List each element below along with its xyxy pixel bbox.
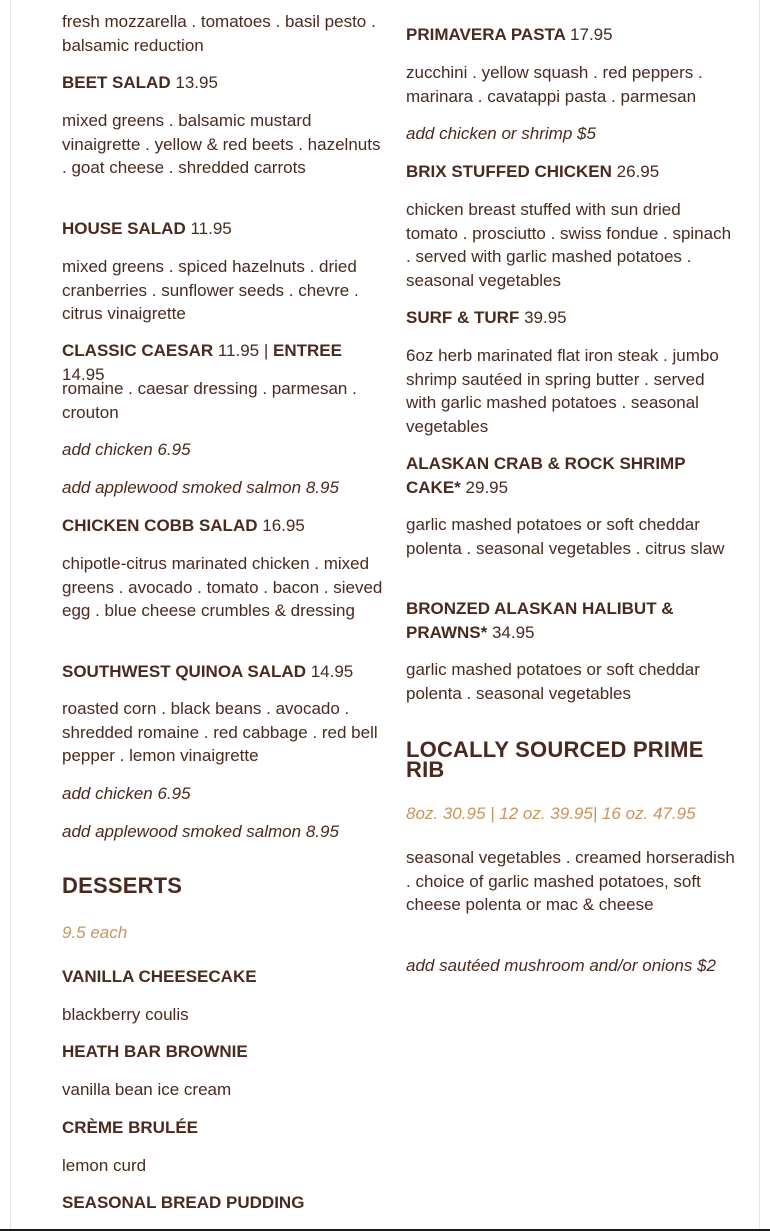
surf-turf-description: 6oz herb marinated flat iron steak . jumbo shrimp sautéed in spring butter . served with garlic mashed potatoes . seasonal vegetables [406, 346, 719, 436]
beet-salad-description: mixed greens . balsamic mustard vinaigrette . yellow & red beets . hazelnuts . goat cheese . shredded carrots [62, 111, 381, 177]
brix-chicken-description: chicken breast stuffed with sun dried tomato . prosciutto . swiss fondue . spinach . served with garlic mashed potatoes . seasonal vegetables [406, 200, 732, 290]
prime-rib-description: seasonal vegetables . creamed horseradish . choice of garlic mashed potatoes, soft cheese polenta or mac & cheese [406, 848, 735, 914]
crab-cake-description: garlic mashed potatoes or soft cheddar polenta . seasonal vegetables . citrus slaw [406, 515, 725, 558]
desserts-heading: DESSERTS [62, 873, 183, 898]
bread-pudding-title: SEASONAL BREAD PUDDING [62, 1193, 305, 1212]
quinoa-salad-title [62, 660, 387, 684]
item-price: 39.95 [524, 308, 567, 327]
desserts-price: 9.5 each [62, 923, 128, 942]
beet-salad-title [62, 71, 387, 95]
creme-brulee-title: CRÈME BRULÉE [62, 1118, 199, 1137]
entree-label: ENTREE [273, 341, 342, 360]
caprese-description: fresh mozzarella . tomatoes . basil pesto . balsamic reduction [62, 12, 376, 55]
house-salad-description: mixed greens . spiced hazelnuts . dried cranberries . sunflower seeds . chevre . citrus vinaigrette [62, 257, 359, 323]
item-name: PRIMAVERA PASTA [406, 25, 566, 44]
primavera-title [406, 23, 736, 47]
item-price: 11.95 [190, 219, 232, 238]
item-price: 14.95 [310, 662, 354, 681]
classic-caesar-description: romaine . caesar dressing . parmesan . crouton [62, 379, 357, 422]
prime-rib-heading: LOCALLY SOURCED PRIME RIB [406, 737, 704, 782]
house-salad-title [62, 217, 387, 241]
caesar-add-chicken: add chicken 6.95 [62, 440, 191, 459]
item-price: 16.95 [262, 516, 305, 535]
menu-page [10, 0, 760, 1229]
brownie-description: vanilla bean ice cream [62, 1080, 232, 1099]
prime-rib-add: add sautéed mushroom and/or onions $2 [406, 956, 716, 975]
cheesecake-title: VANILLA CHEESECAKE [62, 967, 257, 986]
item-name: BEET SALAD [62, 73, 171, 92]
primavera-add: add chicken or shrimp $5 [406, 124, 596, 143]
item-name: CLASSIC CAESAR [62, 341, 214, 360]
halibut-title [406, 597, 736, 644]
item-name: SOUTHWEST QUINOA SALAD [62, 662, 306, 681]
prime-rib-prices: 8oz. 30.95 | 12 oz. 39.95| 16 oz. 47.95 [406, 804, 696, 823]
item-price: 11.95 | [217, 341, 269, 360]
creme-brulee-description: lemon curd [62, 1156, 147, 1175]
quinoa-salad-description: roasted corn . black beans . avocado . shredded romaine . red cabbage . red bell pepper . lemon vinaigrette [62, 699, 378, 765]
chicken-cobb-title [62, 514, 387, 538]
item-price: 29.95 [465, 477, 509, 497]
item-name: BRIX STUFFED CHICKEN [406, 162, 612, 181]
quinoa-add-chicken: add chicken 6.95 [62, 784, 191, 803]
item-price: 17.95 [570, 25, 613, 44]
crab-cake-title [406, 452, 736, 499]
item-price: 34.95 [491, 622, 535, 642]
item-price: 26.95 [616, 162, 660, 181]
caesar-add-salmon: add applewood smoked salmon 8.95 [62, 478, 339, 497]
entree-price: 14.95 [62, 364, 105, 384]
brix-chicken-title [406, 160, 736, 184]
surf-turf-title [406, 306, 736, 330]
primavera-description: zucchini . yellow squash . red peppers . marinara . cavatappi pasta . parmesan [406, 63, 703, 106]
halibut-description: garlic mashed potatoes or soft cheddar polenta . seasonal vegetables [406, 660, 700, 703]
item-name: SURF & TURF [406, 308, 520, 327]
item-name: HOUSE SALAD [62, 219, 186, 238]
item-name: ALASKAN CRAB & ROCK SHRIMP CAKE* [406, 454, 686, 497]
quinoa-add-salmon: add applewood smoked salmon 8.95 [62, 822, 339, 841]
item-price: 13.95 [175, 73, 218, 92]
brownie-title: HEATH BAR BROWNIE [62, 1042, 248, 1061]
chicken-cobb-description: chipotle-citrus marinated chicken . mixed greens . avocado . tomato . bacon . sieved egg . blue cheese crumbles & dressing [62, 554, 383, 620]
cheesecake-description: blackberry coulis [62, 1005, 189, 1024]
item-name: CHICKEN COBB SALAD [62, 516, 258, 535]
item-name: BRONZED ALASKAN HALIBUT & PRAWNS* [406, 599, 674, 642]
